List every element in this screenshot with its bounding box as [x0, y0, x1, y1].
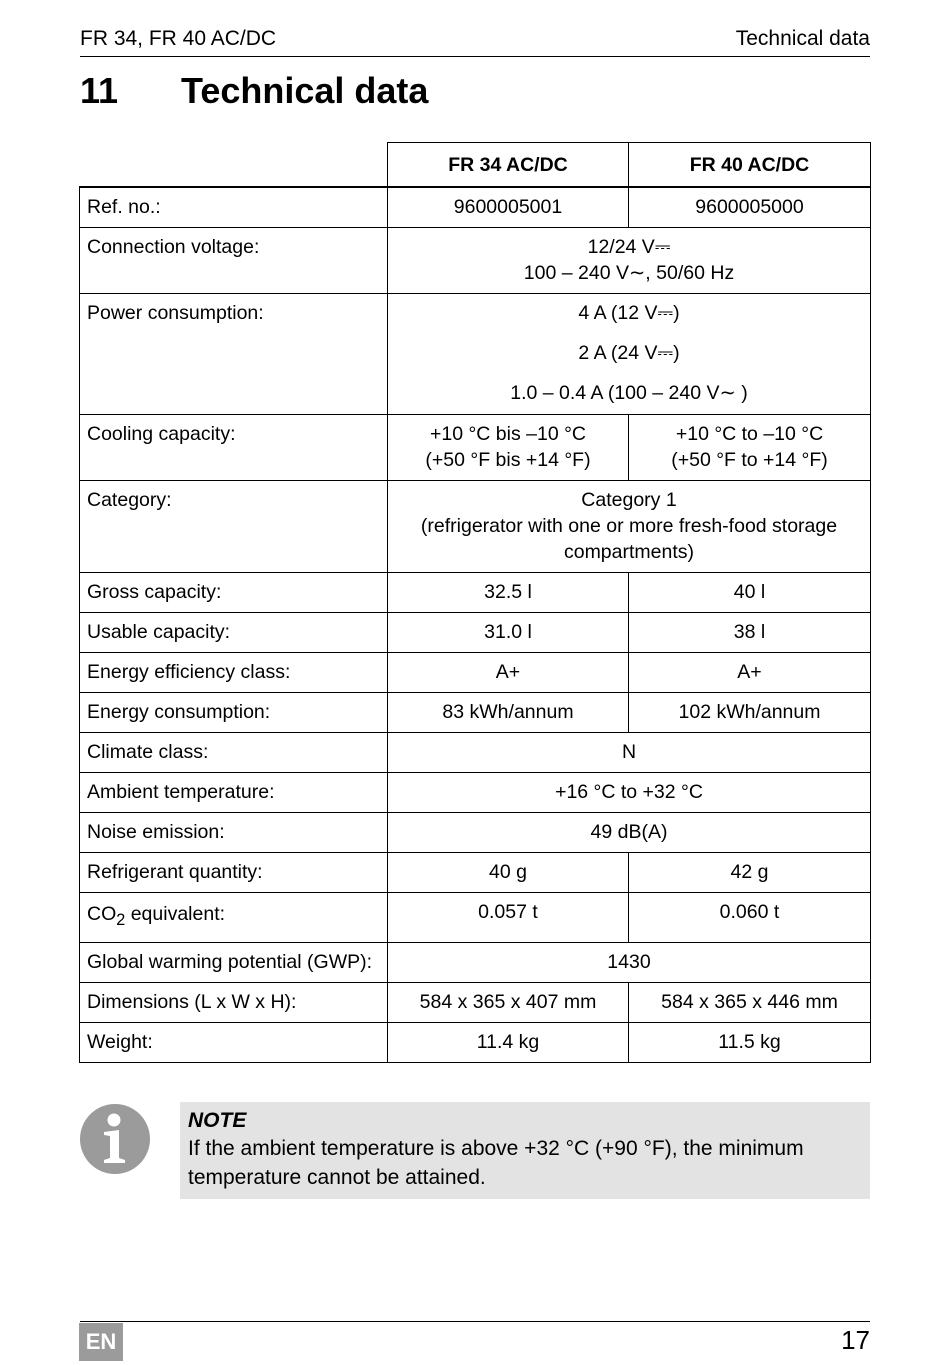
table-row — [80, 294, 871, 415]
cell-value: 38 l — [629, 613, 871, 653]
co2-label-suffix: equivalent: — [125, 903, 226, 925]
cell-value: 0.060 t — [629, 893, 871, 943]
header-blank-cell — [80, 143, 388, 188]
cell-value: 32.5 l — [388, 573, 629, 613]
row-label: Gross capacity: — [80, 573, 388, 613]
table-row — [80, 773, 871, 813]
row-label: Category: — [80, 481, 388, 573]
column-header-fr34: FR 34 AC/DC — [388, 143, 629, 188]
table-row — [80, 893, 871, 943]
row-label: Ref. no.: — [80, 187, 388, 228]
row-label: Connection voltage: — [80, 228, 388, 294]
row-label: Noise emission: — [80, 813, 388, 853]
cell-value: 9600005000 — [629, 187, 871, 228]
cooling-fr34-celsius: +10 °C bis –10 °C — [430, 423, 586, 445]
table-row — [80, 187, 871, 228]
table-row — [80, 982, 871, 1022]
cell-value — [388, 294, 871, 415]
co2-label-prefix: CO — [87, 903, 117, 925]
table-row — [80, 573, 871, 613]
cell-value: 40 l — [629, 573, 871, 613]
note-box — [180, 1102, 870, 1199]
column-header-fr40: FR 40 AC/DC — [629, 143, 871, 188]
cell-value: 9600005001 — [388, 187, 629, 228]
info-icon — [79, 1103, 151, 1175]
table-row — [80, 415, 871, 481]
row-label: Climate class: — [80, 733, 388, 773]
power-12v: 4 A (12 V⎓) — [578, 302, 680, 324]
row-label: Dimensions (L x W x H): — [80, 982, 388, 1022]
cell-value: A+ — [629, 653, 871, 693]
row-label: Energy consumption: — [80, 693, 388, 733]
cooling-fr40-celsius: +10 °C to –10 °C — [675, 423, 824, 445]
row-label: Refrigerant quantity: — [80, 853, 388, 893]
row-label: Weight: — [80, 1022, 388, 1062]
cell-value: 584 x 365 x 446 mm — [629, 982, 871, 1022]
section-number: 11 — [80, 70, 119, 111]
table-row — [80, 733, 871, 773]
footer-divider — [80, 1321, 870, 1322]
section-heading — [80, 70, 428, 112]
cell-value: 83 kWh/annum — [388, 693, 629, 733]
table-row — [80, 653, 871, 693]
page-header — [80, 24, 870, 57]
header-product: FR 34, FR 40 AC/DC — [80, 27, 277, 50]
row-label: Cooling capacity: — [80, 415, 388, 481]
row-label: Global warming potential (GWP): — [80, 942, 388, 982]
note-text: If the ambient temperature is above +32 °C (+90 °F), the minimum temperature cannot be attained. — [188, 1137, 804, 1189]
cell-value — [388, 415, 629, 481]
category-description: (refrigerator with one or more fresh-food storage compartments) — [420, 515, 838, 563]
cell-value: A+ — [388, 653, 629, 693]
technical-data-table — [79, 142, 871, 1063]
cell-value: +16 °C to +32 °C — [388, 773, 871, 813]
cell-value — [629, 415, 871, 481]
table-row — [80, 228, 871, 294]
note-title: NOTE — [188, 1109, 247, 1132]
co2-label-subscript: 2 — [116, 910, 126, 929]
cell-value: 584 x 365 x 407 mm — [388, 982, 629, 1022]
header-chapter: Technical data — [735, 27, 870, 50]
cell-value: 42 g — [629, 853, 871, 893]
voltage-ac: 100 – 240 V∼, 50/60 Hz — [523, 262, 735, 284]
cooling-fr40-fahrenheit: (+50 °F to +14 °F) — [671, 449, 828, 471]
row-label: Usable capacity: — [80, 613, 388, 653]
table-row — [80, 942, 871, 982]
language-badge: EN — [79, 1323, 123, 1361]
table-row — [80, 813, 871, 853]
table-row — [80, 1022, 871, 1062]
cell-value: N — [388, 733, 871, 773]
table-row — [80, 613, 871, 653]
power-24v: 2 A (24 V⎓) — [578, 342, 680, 364]
cooling-fr34-fahrenheit: (+50 °F bis +14 °F) — [425, 449, 591, 471]
cell-value: 1430 — [388, 942, 871, 982]
row-label: Power consumption: — [80, 294, 388, 415]
voltage-dc: 12/24 V⎓ — [587, 236, 671, 258]
power-ac: 1.0 – 0.4 A (100 – 240 V∼ ) — [510, 382, 748, 404]
category-name: Category 1 — [581, 489, 677, 511]
cell-value: 11.5 kg — [629, 1022, 871, 1062]
table-row — [80, 481, 871, 573]
table-header-row — [80, 143, 871, 188]
row-label — [80, 893, 388, 943]
section-title: Technical data — [181, 70, 429, 111]
page-number: 17 — [841, 1325, 870, 1355]
table-row — [80, 693, 871, 733]
cell-value: 49 dB(A) — [388, 813, 871, 853]
cell-value: 40 g — [388, 853, 629, 893]
row-label: Energy efficiency class: — [80, 653, 388, 693]
cell-value: 11.4 kg — [388, 1022, 629, 1062]
cell-value: 31.0 l — [388, 613, 629, 653]
cell-value: 0.057 t — [388, 893, 629, 943]
cell-value — [388, 481, 871, 573]
cell-value: 102 kWh/annum — [629, 693, 871, 733]
table-row — [80, 853, 871, 893]
cell-value — [388, 228, 871, 294]
row-label: Ambient temperature: — [80, 773, 388, 813]
